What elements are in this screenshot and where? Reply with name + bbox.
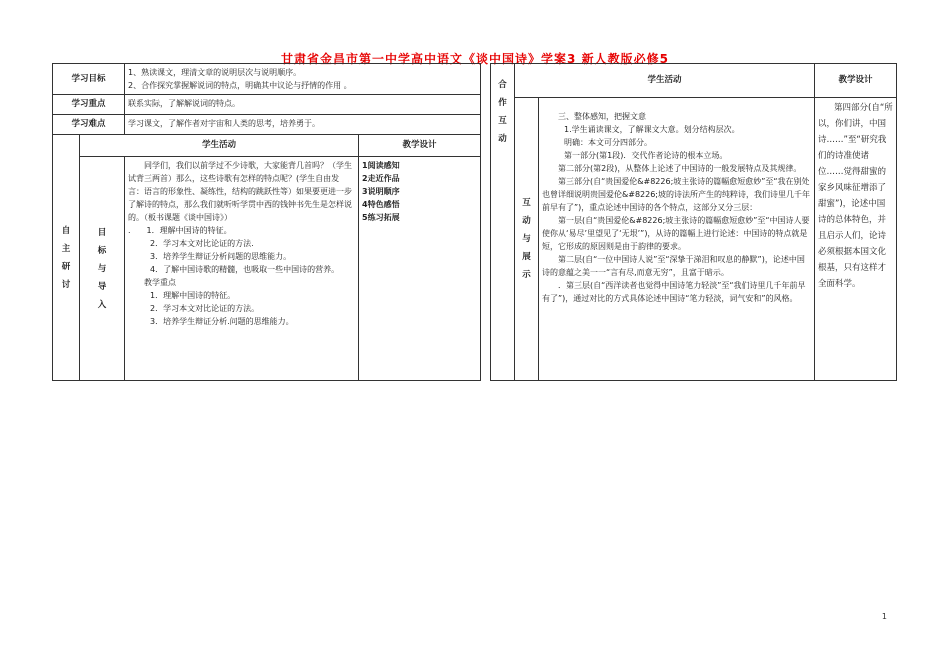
teaching-design-header-right: 教学设计 [815,64,897,98]
key-item: 2．学习本文对比论证的方法。 [150,304,260,313]
paragraph: 三、整体感知，把握文意 [558,112,646,121]
goal-line-2: 2、合作探究掌握解说词的特点，明确其中议论与抒情的作用 。 [128,81,352,90]
sub-char: 目 [97,227,107,238]
objectives-intro-label [80,157,125,381]
sub-char: 入 [97,299,107,310]
design-item: 4特色感悟 [362,200,400,209]
section-char: 互 [498,116,507,126]
goal-item: 4．了解中国诗歌的精髓，也吸取一些中国诗的营养。 [150,265,340,274]
student-activity-content [125,157,359,381]
paragraph: 第三部分(自“贵国爱伦&#8226;坡主张诗的篇幅愈短愈妙”至“我在别处也曾详细说明贵国爱伦&#8226;坡的诗法所产生的纯粹诗，我们诗里几千年前早有了”)，重点论述中国诗的各个特点，这部分又分三层： [542,177,810,212]
design-item: 5练习拓展 [362,213,400,222]
sub-char: 标 [97,245,107,256]
key-points-label: 教学重点 [144,278,177,287]
sub-char: 导 [97,281,107,292]
self-study-section-label [53,135,80,381]
key-item: 3．培养学生辩证分析.问题的思维能力。 [150,317,294,326]
paragraph: 第二部分(第2段)，从整体上论述了中国诗的一般发展特点及其规律。 [558,164,802,173]
teaching-design-content [359,157,481,381]
paragraph: ．第三层(自“西洋读者也觉得中国诗笔力轻淡”至“我们诗里几千年前早有了”)，通过对比的方式具体论述中国诗“笔力轻淡，词气安和”的风格。 [542,281,806,303]
section-char: 作 [498,98,507,108]
difficulty-content: 学习课文，了解作者对宇宙和人类的思考，培养勇于。 [125,115,481,135]
student-activity-header-right: 学生活动 [515,64,815,98]
difficulty-label: 学习难点 [53,115,125,135]
sub-char: 展 [522,252,531,262]
section-char: 自 [61,225,71,236]
design-paragraph: 第四部分(自“所以，你们讲，中国诗……”至“研究我们的诗准使诸位……觉得甜蜜的家乡风味征增添了甜蜜”)，论述中国诗的总体特色，并且启示人们，论诗必须根据本国文化根基，只有这样才全面科学。 [818,103,893,289]
section-char: 讨 [61,279,71,290]
sub-char: 与 [522,234,531,244]
intro-paragraph: 同学们，我们以前学过不少诗歌，大家能背几首吗？（学生试背三两首）那么，这些诗歌有怎样的特点呢？(学生自由发言：语言的形象性、凝练性，结构的跳跃性等）如果要更进一步了解诗的特点，那么我们就听听学贯中西的钱钟书先生是怎样说的。（板书课题《谈中国诗》） [128,161,353,222]
paragraph: 明确：本文可分四部分。 [564,138,652,147]
goals-content [125,64,481,95]
section-char: 动 [498,134,507,144]
section-char: 合 [498,80,507,90]
paragraph: 第二层(自“一位中国诗人说”至“深挚于涕泪和叹息的静默”)，论述中国诗的意蕴之美一一“言有尽,而意无穷”，且富于暗示。 [542,255,805,277]
student-activity-header: 学生活动 [80,135,359,157]
paragraph: 第一部分(第1段)．交代作者论诗的根本立场。 [564,151,728,160]
student-activity-content-right [539,98,815,381]
goal-item: 2．学习本文对比论证的方法. [150,239,254,248]
right-plan-table [490,63,897,381]
section-char: 主 [61,243,71,254]
sub-char: 动 [522,216,531,226]
page-number: 1 [881,612,887,621]
section-char: 研 [61,261,71,272]
paragraph: 第一层(自“贵国爱伦&#8226;坡主张诗的篇幅愈短愈妙”至“中国诗人要使你从‘易尽’里望见了‘无垠’”)，从诗的篇幅上进行论述：中国诗的特点就是短，它形成的原因则是由于韵律的要求。 [542,216,810,251]
focus-content: 联系实际，了解解说词的特点。 [125,95,481,115]
cooperation-section-label [491,64,515,381]
sub-char: 与 [97,263,107,274]
goal-item: 3．培养学生辩证分析问题的思维能力。 [150,252,292,261]
design-item: 1阅读感知 [362,161,400,170]
document-title: 甘肃省金昌市第一中学高中语文《谈中国诗》学案3 新人教版必修5 [281,52,669,66]
sub-char: 互 [522,198,531,208]
sub-char: 示 [522,270,531,280]
goals-label: 学习目标 [53,64,125,95]
teaching-design-content-right [815,98,897,381]
design-item: 2走近作品 [362,174,400,183]
interaction-display-label [515,98,539,381]
paragraph: 1.学生诵读课文，了解课文大意。划分结构层次。 [564,125,740,134]
goal-line-1: 1、熟读课文，理清文章的说明层次与说明顺序。 [128,68,302,77]
teaching-design-header: 教学设计 [359,135,481,157]
key-item: 1．理解中国诗的特征。 [150,291,236,300]
design-item: 3说明顺序 [362,187,400,196]
goal-item: . 1．理解中国诗的特征。 [128,226,232,235]
left-plan-table [52,63,481,381]
focus-label: 学习重点 [53,95,125,115]
